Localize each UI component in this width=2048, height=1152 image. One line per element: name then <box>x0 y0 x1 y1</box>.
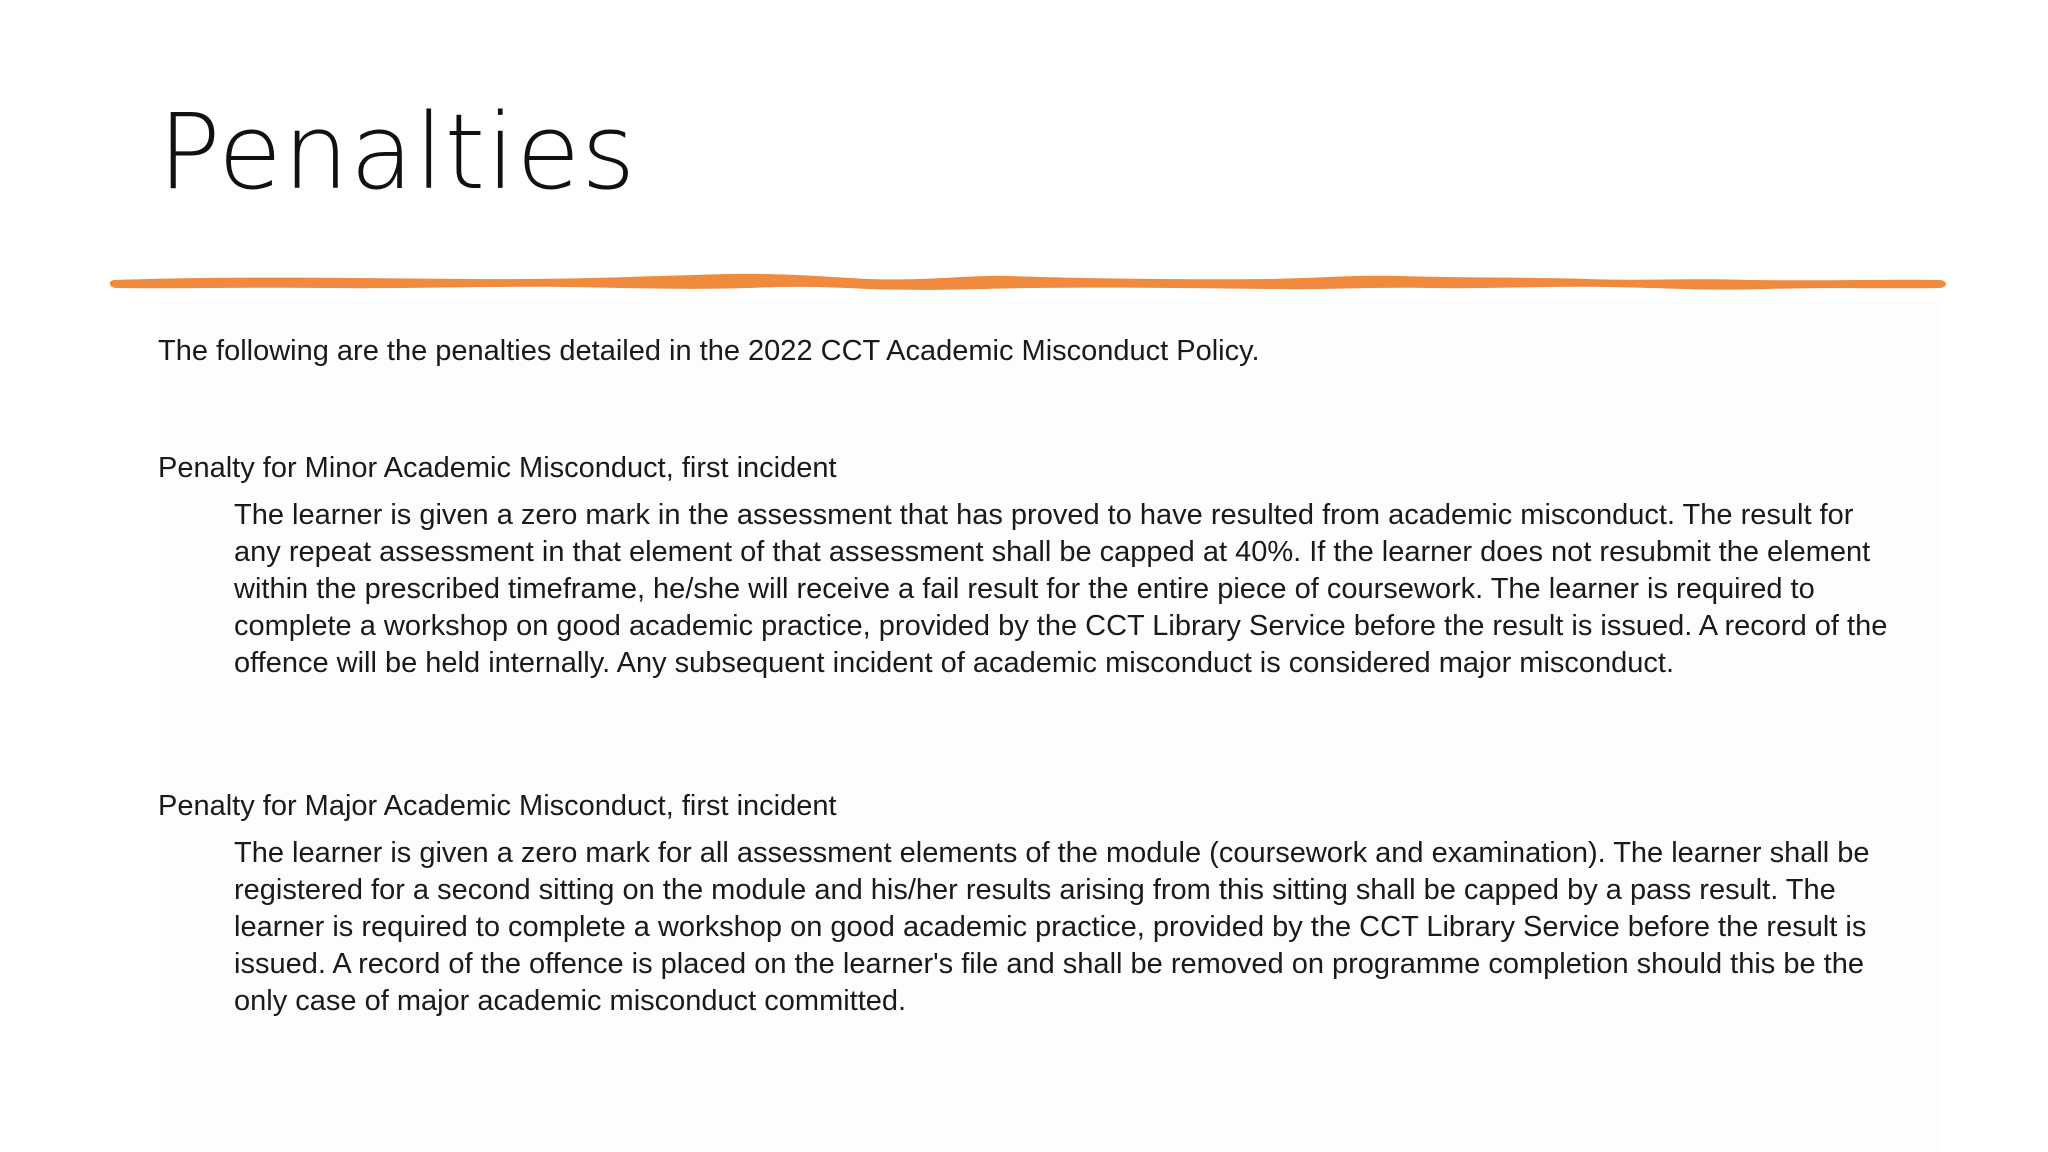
section-heading-minor: Penalty for Minor Academic Misconduct, first incident <box>158 452 837 484</box>
brush-stroke <box>110 274 1946 290</box>
section-body-major: The learner is given a zero mark for all assessment elements of the module (coursework and examination). The learner shall be registered for a second sitting on the module and his/her results arising from this sitting shall be capped by a pass result. The learner is required to complete a workshop on good academic practice, provided by the CCT Library Service before the result is issued. A record of the offence is placed on the learner's file and shall be removed on programme completion should this be the only case of major academic misconduct committed. <box>234 837 1870 1017</box>
content-background <box>160 300 1940 1152</box>
section-body-minor: The learner is given a zero mark in the assessment that has proved to have resulted from academic misconduct. The result for any repeat assessment in that element of that assessment shall be capped at 40%. If the learner does not resubmit the element within the prescribed timeframe, he/she will receive a fail result for the entire piece of coursework. The learner is required to complete a workshop on good academic practice, provided by the CCT Library Service before the result is issued. A record of the offence will be held internally. Any subsequent incident of academic misconduct is considered major misconduct. <box>234 499 1888 679</box>
orange-brush-divider <box>108 270 1948 298</box>
intro-text: The following are the penalties detailed in the 2022 CCT Academic Misconduct Policy. <box>158 335 1260 367</box>
slide-title: Penalties <box>158 91 637 213</box>
section-heading-major: Penalty for Major Academic Misconduct, first incident <box>158 790 837 822</box>
